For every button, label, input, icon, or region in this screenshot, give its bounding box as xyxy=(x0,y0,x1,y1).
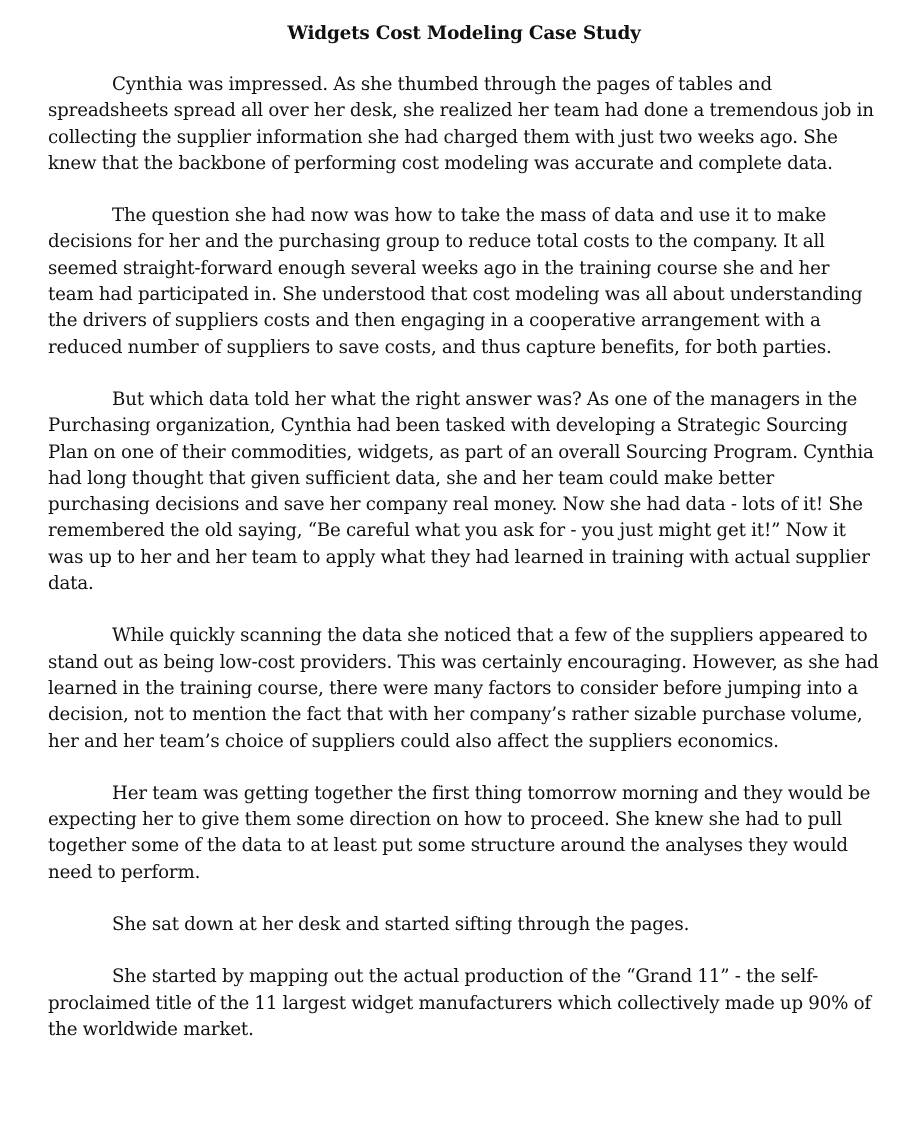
paragraph-7: She started by mapping out the actual production of the “Grand 11” - the self-proclaimed title of the 11 largest widget manufacturers which collectively made up 90% of the worldwide market. xyxy=(48,966,871,1040)
paragraph-4: While quickly scanning the data she noticed that a few of the suppliers appeared to stand out as being low-cost providers. This was certainly encouraging. However, as she had learned in the training course, there were many factors to consider before jumping into a decision, not to mention the fact that with her company’s rather sizable purchase volume, her and her team’s choice of suppliers could also affect the suppliers economics. xyxy=(48,625,879,752)
paragraph-3: But which data told her what the right answer was? As one of the managers in the Purchasing organization, Cynthia had been tasked with developing a Strategic Sourcing Plan on one of their commodities, widgets, as part of an overall Sourcing Program. Cynthia had long thought that given sufficient data, she and her team could make better purchasing decisions and save her company real money. Now she had data - lots of it! She remembered the old saying, “Be careful what you ask for - you just might get it!” Now it was up to her and her team to apply what they had learned in training with actual supplier data. xyxy=(48,388,874,595)
paragraph-2: The question she had now was how to take the mass of data and use it to make decisions for her and the purchasing group to reduce total costs to the company. It all seemed straight-forward enough several weeks ago in the training course she and her team had participated in. She understood that cost modeling was all about understanding the drivers of suppliers costs and then engaging in a cooperative arrangement with a reduced number of suppliers to save costs, and thus capture benefits, for both parties. xyxy=(48,205,863,358)
document-body xyxy=(48,72,880,1069)
document-title: Widgets Cost Modeling Case Study xyxy=(287,23,641,44)
paragraph-6: She sat down at her desk and started sifting through the pages. xyxy=(112,914,690,936)
paragraph-1: Cynthia was impressed. As she thumbed through the pages of tables and spreadsheets spread all over her desk, she realized her team had done a tremendous job in collecting the supplier information she had charged them with just two weeks ago. She knew that the backbone of performing cost modeling was accurate and complete data. xyxy=(48,74,874,174)
paragraph-5: Her team was getting together the first thing tomorrow morning and they would be expecting her to give them some direction on how to proceed. She knew she had to pull together some of the data to at least put some structure around the analyses they would need to perform. xyxy=(48,782,871,883)
